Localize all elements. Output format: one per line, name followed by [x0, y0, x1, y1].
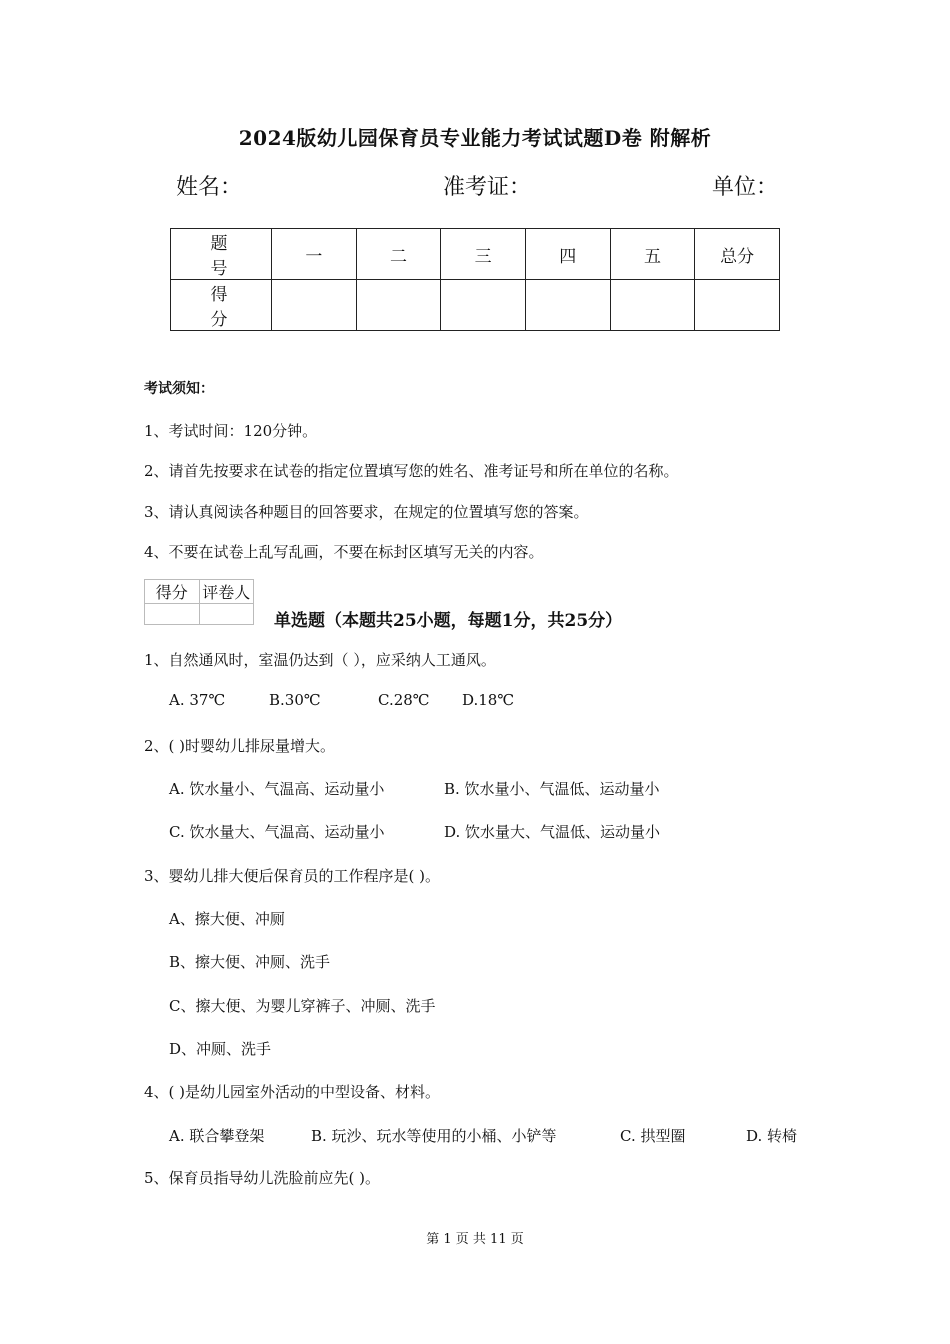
- question-number-header: 题 号: [171, 229, 272, 280]
- notice-item: 3、请认真阅读各种题目的回答要求，在规定的位置填写您的答案。: [144, 503, 589, 521]
- notice-item: 1、考试时间：120分钟。: [144, 422, 318, 440]
- score-cell[interactable]: [441, 280, 526, 331]
- notice-item: 2、请首先按要求在试卷的指定位置填写您的姓名、准考证号和所在单位的名称。: [144, 462, 679, 480]
- notice-heading: 考试须知：: [144, 381, 214, 397]
- option-c[interactable]: C. 饮水量大、气温高、运动量小: [169, 823, 385, 841]
- score-col-3: 三: [441, 229, 526, 280]
- option-a[interactable]: A. 37℃: [169, 691, 226, 709]
- score-col-1: 一: [272, 229, 357, 280]
- score-col-5: 五: [610, 229, 695, 280]
- option-c[interactable]: C、擦大便、为婴儿穿裤子、冲厕、洗手: [169, 997, 436, 1015]
- option-d[interactable]: D. 饮水量大、气温低、运动量小: [444, 823, 661, 841]
- exam-number-label: 准考证：: [443, 175, 532, 200]
- unit-label: 单位：: [712, 175, 779, 200]
- question-stem: 2、( )时婴幼儿排尿量增大。: [144, 737, 336, 755]
- question-stem: 4、( )是幼儿园室外活动的中型设备、材料。: [144, 1083, 441, 1101]
- grader-score-cell[interactable]: [145, 604, 200, 625]
- option-b[interactable]: B. 玩沙、玩水等使用的小桶、小铲等: [311, 1127, 557, 1145]
- score-table-header-row: [171, 229, 780, 280]
- score-cell[interactable]: [356, 280, 441, 331]
- page-footer: 第 1 页 共 11 页: [426, 1232, 524, 1247]
- score-table: [170, 228, 780, 331]
- option-b[interactable]: B.30℃: [269, 691, 321, 709]
- option-a[interactable]: A. 饮水量小、气温高、运动量小: [169, 780, 385, 798]
- score-table-score-row: [171, 280, 780, 331]
- notice-item: 4、不要在试卷上乱写乱画，不要在标封区填写无关的内容。: [144, 543, 544, 561]
- option-a[interactable]: A、擦大便、冲厕: [169, 910, 285, 928]
- grader-name-cell[interactable]: [199, 604, 254, 625]
- option-c[interactable]: C.28℃: [378, 691, 430, 709]
- score-row-header: 得 分: [171, 280, 272, 331]
- score-cell[interactable]: [610, 280, 695, 331]
- name-label: 姓名：: [176, 175, 243, 200]
- score-cell[interactable]: [695, 280, 780, 331]
- section-heading: 单选题（本题共25小题，每题1分，共25分）: [274, 611, 623, 631]
- option-b[interactable]: B、擦大便、冲厕、洗手: [169, 953, 331, 971]
- score-col-2: 二: [356, 229, 441, 280]
- option-a[interactable]: A. 联合攀登架: [169, 1127, 265, 1145]
- option-d[interactable]: D. 转椅: [746, 1127, 798, 1145]
- question-stem: 1、自然通风时，室温仍达到（ ），应采纳人工通风。: [144, 651, 496, 669]
- option-c[interactable]: C. 拱型圈: [620, 1127, 686, 1145]
- score-col-4: 四: [525, 229, 610, 280]
- option-d[interactable]: D、冲厕、洗手: [169, 1040, 272, 1058]
- page-title: 2024版幼儿园保育员专业能力考试试题D卷 附解析: [238, 126, 712, 150]
- question-stem: 3、婴幼儿排大便后保育员的工作程序是( )。: [144, 867, 441, 885]
- score-cell[interactable]: [525, 280, 610, 331]
- grader-score-label: 得分: [145, 580, 200, 604]
- option-d[interactable]: D.18℃: [462, 691, 515, 709]
- score-col-total: 总分: [695, 229, 780, 280]
- grader-box: [144, 579, 254, 625]
- score-cell[interactable]: [272, 280, 357, 331]
- grader-name-label: 评卷人: [199, 580, 254, 604]
- option-b[interactable]: B. 饮水量小、气温低、运动量小: [444, 780, 660, 798]
- question-stem: 5、保育员指导幼儿洗脸前应先( )。: [144, 1169, 381, 1187]
